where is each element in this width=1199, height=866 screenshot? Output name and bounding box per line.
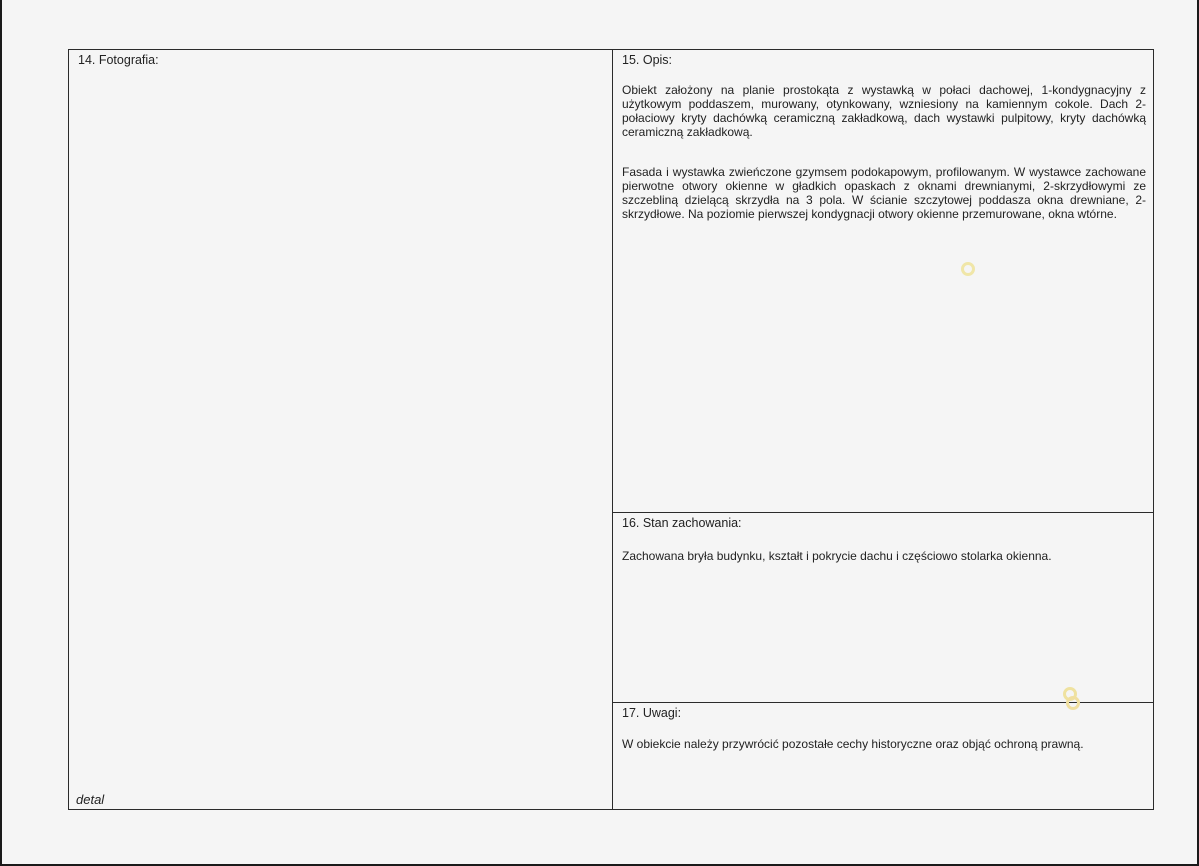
description-section	[613, 50, 1153, 512]
description-paragraph-2: Fasada i wystawka zwieńczone gzymsem podokapowym, profilowanym. W wystawce zachowane pierwotne otwory okienne w gładkich opaskach z oknami drewnianymi, 2-skrzydłowymi ze szczebliną dzielącą skrzydła na 3 pola. W ścianie szczytowej poddasza okna drewniane, 2-skrzydłowe. Na poziomie pierwszej kondygnacji otwory okienne przemurowane, okna wtórne.	[622, 165, 1146, 221]
remarks-text: W obiekcie należy przywrócić pozostałe cechy historyczne oraz objąć ochroną prawną.	[622, 737, 1084, 751]
description-label: 15. Opis:	[622, 53, 673, 67]
condition-text: Zachowana bryła budynku, kształt i pokrycie dachu i częściowo stolarka okienna.	[622, 549, 1052, 563]
photo-label: 14. Fotografia:	[78, 53, 159, 67]
remarks-section	[613, 702, 1153, 810]
description-paragraph-1: Obiekt założony na planie prostokąta z wystawką w połaci dachowej, 1-kondygnacyjny z użytkowym poddaszem, murowany, otynkowany, wzniesiony na kamiennym cokole. Dach 2-połaciowy kryty dachówką ceramiczną zakładkową, dach wystawki pulpitowy, kryty dachówką ceramiczną zakładkową.	[622, 83, 1146, 139]
remarks-label: 17. Uwagi:	[622, 706, 682, 720]
photo-section	[69, 50, 613, 809]
photo-caption: detal	[76, 792, 105, 807]
document-page	[2, 0, 1197, 864]
condition-label: 16. Stan zachowania:	[622, 516, 742, 530]
paper-stain-mark	[961, 262, 975, 276]
condition-section	[613, 512, 1153, 703]
paper-stain-mark	[1066, 696, 1080, 710]
record-form	[68, 49, 1154, 810]
